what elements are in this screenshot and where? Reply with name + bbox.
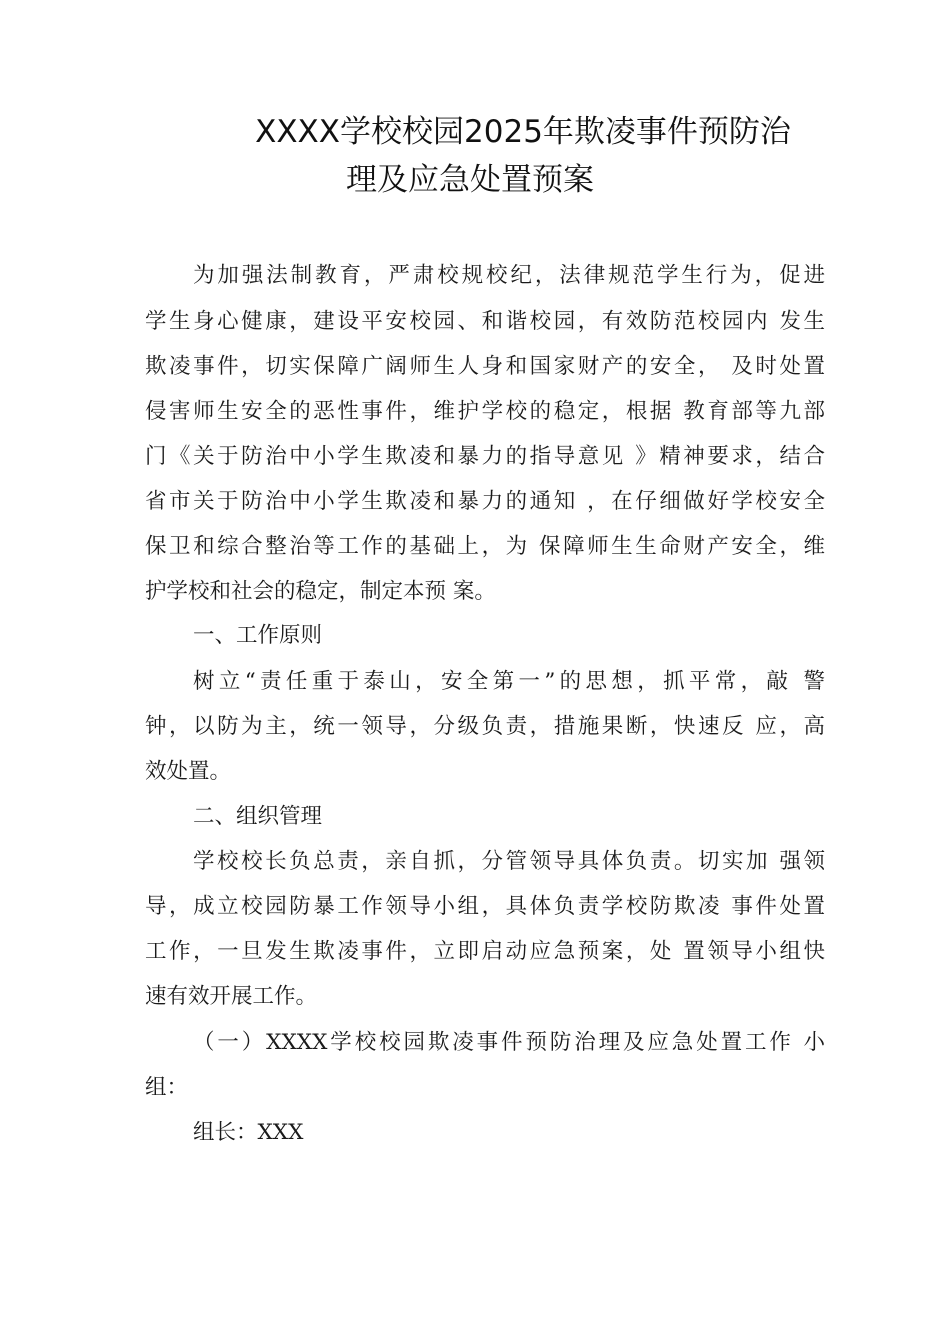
paragraph-line: 护学校和社会的稳定，制定本预 案。 [145, 579, 496, 604]
paragraph-line: 省市关于防治中小学生欺凌和暴力的通知 ，在仔细做好学校安全 [145, 489, 825, 514]
document-title-line-2: 理及应急处置预案 [346, 162, 594, 198]
section-heading: 二、组织管理 [193, 804, 323, 829]
paragraph-line: 效处置。 [145, 759, 232, 784]
paragraph-line: 树立“责任重于泰山，安全第一”的思想，抓平常，敲 警 [193, 669, 825, 694]
paragraph-line: 为加强法制教育，严肃校规校纪，法律规范学生行为，促进 [193, 263, 825, 288]
paragraph-line: 速有效开展工作。 [145, 984, 318, 1009]
subsection-heading: （一）XXXX学校校园欺凌事件预防治理及应急处置工作 小 [193, 1030, 825, 1055]
paragraph-line: 钟，以防为主，统一领导，分级负责，措施果断，快速反 应，高 [145, 714, 825, 739]
paragraph-line: 组： [145, 1075, 189, 1100]
paragraph-line: 学生身心健康，建设平安校园、和谐校园，有效防范校园内 发生 [145, 309, 825, 334]
paragraph-line: 保卫和综合整治等工作的基础上，为 保障师生生命财产安全，维 [145, 534, 825, 559]
paragraph-line: 学校校长负总责，亲自抓，分管领导具体负责。切实加 强领 [193, 849, 825, 874]
paragraph-line: 门《关于防治中小学生欺凌和暴力的指导意见 》精神要求，结合 [145, 444, 825, 469]
paragraph-line: 欺凌事件，切实保障广阔师生人身和国家财产的安全， 及时处置 [145, 354, 825, 379]
paragraph-line: 侵害师生安全的恶性事件，维护学校的稳定，根据 教育部等九部 [145, 399, 825, 424]
document-title-line-1: XXXX学校校园2025年欺凌事件预防治 [255, 114, 791, 150]
paragraph-line: 导，成立校园防暴工作领导小组，具体负责学校防欺凌 事件处置 [145, 894, 825, 919]
paragraph-line: 工作，一旦发生欺凌事件，立即启动应急预案，处 置领导小组快 [145, 939, 825, 964]
section-heading: 一、工作原则 [193, 623, 323, 648]
group-leader-line: 组长：XXX [193, 1120, 304, 1145]
